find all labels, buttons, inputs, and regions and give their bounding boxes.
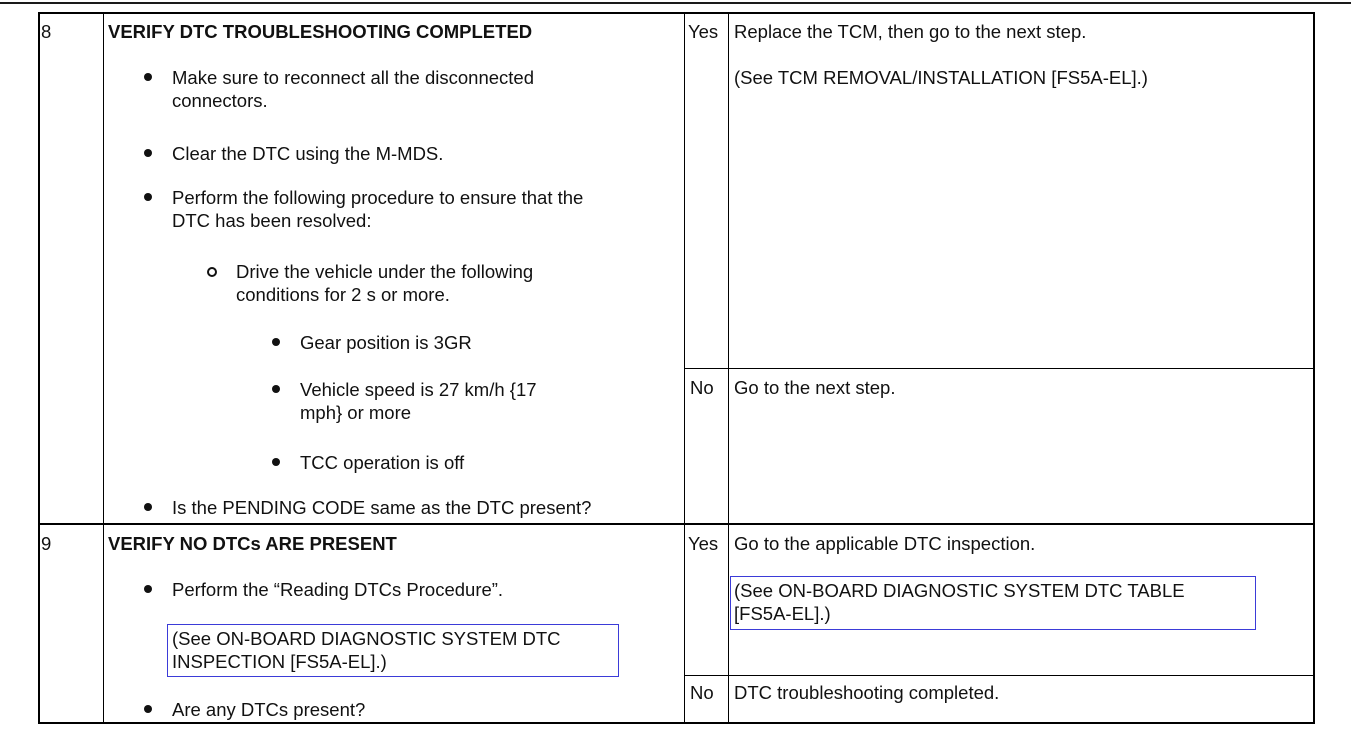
sub-bullet-text: Drive the vehicle under the following (236, 261, 534, 282)
bullet-text: Perform the “Reading DTCs Procedure”. (172, 579, 504, 600)
bullet-text: Is the PENDING CODE same as the DTC present? (172, 497, 592, 518)
no-label: No (690, 682, 714, 703)
no-label: No (690, 377, 714, 398)
sub-bullet-icon (207, 267, 217, 277)
col-divider-step (103, 13, 104, 723)
bullet-text: connectors. (172, 90, 268, 111)
yes-action: Go to the applicable DTC inspection. (734, 533, 1036, 554)
bullet-icon (272, 458, 280, 466)
step-title: VERIFY DTC TROUBLESHOOTING COMPLETED (108, 21, 533, 42)
bullet-icon (144, 585, 152, 593)
link-text: [FS5A-EL].) (734, 603, 831, 624)
step-title: VERIFY NO DTCs ARE PRESENT (108, 533, 397, 554)
page-top-rule (0, 2, 1351, 4)
bullet-icon (272, 338, 280, 346)
bullet-text: Make sure to reconnect all the disconnected (172, 67, 534, 88)
yes-label: Yes (688, 21, 719, 42)
row9-yes-no-divider (684, 675, 1314, 676)
yes-reference: (See TCM REMOVAL/INSTALLATION [FS5A-EL].) (734, 67, 1148, 88)
no-action: DTC troubleshooting completed. (734, 682, 1000, 703)
bullet-text: Clear the DTC using the M-MDS. (172, 143, 444, 164)
step-number: 9 (41, 533, 52, 554)
bullet-icon (272, 385, 280, 393)
condition-text: Vehicle speed is 27 km/h {17 (300, 379, 537, 400)
bullet-icon (144, 503, 152, 511)
link-text: (See ON-BOARD DIAGNOSTIC SYSTEM DTC TABLE (734, 580, 1185, 601)
yes-label: Yes (688, 533, 719, 554)
sub-bullet-text: conditions for 2 s or more. (236, 284, 450, 305)
bullet-icon (144, 705, 152, 713)
no-action: Go to the next step. (734, 377, 896, 398)
step-number: 8 (41, 21, 52, 42)
dtc-table-link[interactable] (730, 576, 1256, 630)
bullet-icon (144, 73, 152, 81)
condition-text: mph} or more (300, 402, 412, 423)
link-text: INSPECTION [FS5A-EL].) (172, 651, 387, 672)
bullet-icon (144, 149, 152, 157)
row-divider-8-9 (39, 523, 1314, 525)
link-text: (See ON-BOARD DIAGNOSTIC SYSTEM DTC (172, 628, 561, 649)
bullet-text: Perform the following procedure to ensure that the (172, 187, 584, 208)
bullet-icon (144, 193, 152, 201)
bullet-text: DTC has been resolved: (172, 210, 372, 231)
yes-action: Replace the TCM, then go to the next step. (734, 21, 1087, 42)
condition-text: TCC operation is off (300, 452, 465, 473)
condition-text: Gear position is 3GR (300, 332, 472, 353)
dtc-inspection-link[interactable] (167, 624, 619, 677)
row8-yes-no-divider (684, 368, 1314, 369)
bullet-text: Are any DTCs present? (172, 699, 366, 720)
